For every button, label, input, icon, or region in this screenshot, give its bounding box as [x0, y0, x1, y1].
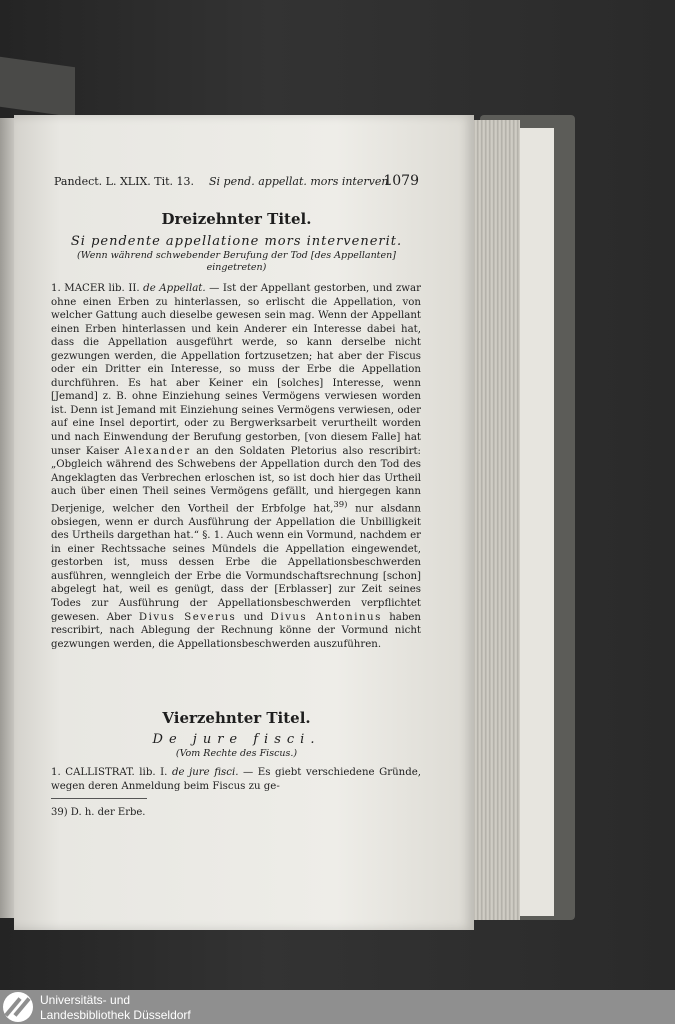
text-part-a: — Ist der Appellant gestorben, und zwar ohne einen Erben zu hinterlassen, so erlischt die Appellation, von welcher Gattung auch dieselbe gewesen sein mag. Wenn der Appellant einen Erben hinterlassen und kein Anderer ein Interesse dabei hat, dass die Appellation ausgeführt werde, so kann derselbe nicht gezwungen werden, die Appellation fortzusetzen; hat aber der Fiscus oder ein Dritter ein Interesse, so muss der Erbe die Appellation durchführen. Es hat aber Keiner ein [solches] Interesse, wenn [Jemand] z. B. ohne Einziehung seines Vermögens verwiesen worden ist. Denn ist Jemand mit Einziehung seines Vermögens verwiesen, oder auf eine Insel deportirt, oder zu Bergwerksarbeit verurtheilt worden und nach Einwendung der Berufung gestorben, [von diesem Falle] hat unser Kaiser: [51, 283, 421, 457]
footnote-rule: [51, 798, 147, 799]
library-footer-bar: [0, 990, 675, 1024]
lead-author: 1. MACER lib. II.: [51, 283, 140, 294]
section13-title: Dreizehnter Titel.: [161, 210, 312, 228]
lead-work: de Appellat.: [143, 283, 206, 294]
text-part-b: an den Soldaten Pletorius also rescribirt: „Obgleich während des Schwebens der Appellation durch den Tod des Angeklagten das Verbrechen erloschen ist, so ist doch hier das Urtheil auch über einen Theil seines Vermögens gefällt, und hiergegen kann Derjenige, welcher den Vortheil der Erbfolge hat,: [51, 445, 421, 515]
section13-german-title-1: (Wenn während schwebender Berufung der Tod [des Appellanten]: [77, 250, 396, 261]
library-logo-icon: [3, 992, 33, 1022]
section13-text: [51, 282, 421, 651]
section13-latin-title: Si pendente appellatione mors intervenerit.: [70, 234, 403, 249]
page-edges: [470, 120, 520, 920]
text-and: und: [243, 611, 264, 623]
section14-title: Vierzehnter Titel.: [162, 709, 311, 727]
header-middle: Si pend. appellat. mors interven.: [209, 175, 392, 188]
name-alexander: Alexander: [124, 445, 191, 457]
footnote-mark: 39): [333, 499, 348, 510]
section14-latin-title: De jure fisci.: [152, 732, 321, 747]
name-antoninus: Divus Antoninus: [270, 611, 382, 623]
header-left: Pandect. L. XLIX. Tit. 13.: [54, 175, 195, 188]
section14-german-title: (Vom Rechte des Fiscus.): [175, 748, 298, 759]
name-severus: Divus Severus: [138, 611, 237, 623]
book-page: [14, 115, 474, 930]
library-name-line-2: Landesbibliothek Düsseldorf: [40, 1008, 191, 1022]
library-name-line-1: Universitäts- und: [40, 993, 131, 1007]
section14-text: [51, 766, 421, 793]
lead-work-2: de jure fisci.: [171, 767, 239, 778]
footnote: 39) D. h. der Erbe.: [51, 807, 146, 818]
section13-german-title-2: eingetreten): [206, 262, 267, 273]
text-part-c: nur alsdann obsiegen, wenn er durch Ausführung der Appellation die Unbilligkeit des Urtheils dargethan hat.“ §. 1. Auch wenn ein Vormund, nachdem er in einer Rechtssache seines Mündels die Appellation eingewendet, gestorben ist, muss dessen Erbe die Appellationsbeschwerden ausführen, wenngleich der Erbe die Vormundschaftsrechnung [schon] abgelegt hat, weil es genügt, dass der [Erblasser] zur Zeit seines Todes zur Ausführung der Appellationsbeschwerden verpflichtet gewesen. Aber: [51, 503, 421, 623]
page-number: 1079: [383, 173, 419, 189]
text-part-d: haben rescribirt, nach Ablegung der Rechnung könne der Vormund nicht gezwungen werden, die Appellationsbeschwerden auszuführen.: [51, 611, 421, 650]
lead-author-2: 1. CALLISTRAT. lib. I.: [51, 767, 168, 778]
text-part-e: — Es giebt verschiedene Gründe, wegen deren Anmeldung beim Fiscus zu ge-: [51, 767, 422, 792]
book-spine: [0, 57, 75, 118]
